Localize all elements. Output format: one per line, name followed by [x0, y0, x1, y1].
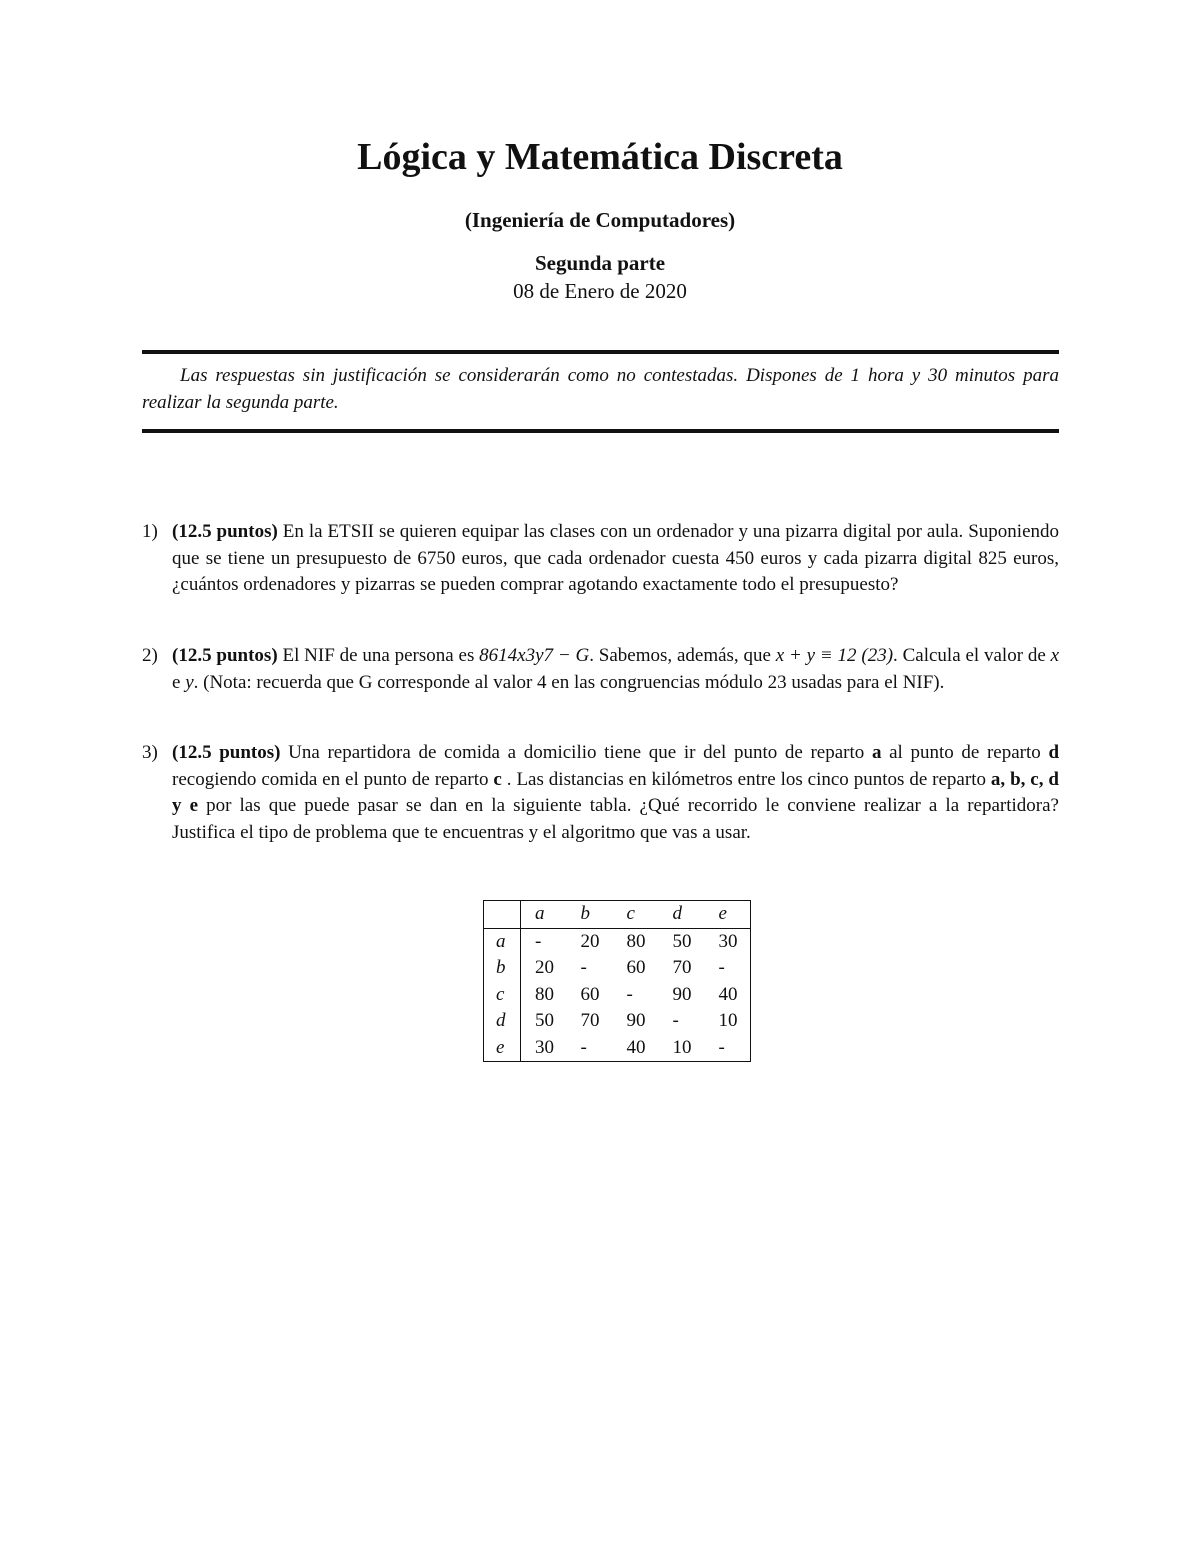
- question-text: al punto de reparto: [881, 742, 1049, 763]
- row-header: d: [484, 1008, 521, 1035]
- table-cell: 70: [672, 957, 692, 978]
- question-body: [172, 740, 1059, 846]
- table-cell: 60: [580, 983, 600, 1005]
- variable-x: x: [1050, 645, 1060, 666]
- table-row: [484, 955, 751, 982]
- distance-table-wrapper: [483, 900, 751, 1062]
- question-text: e: [172, 671, 186, 693]
- question-text: recogiendo comida en el punto de reparto: [172, 768, 494, 790]
- question-body: [172, 643, 1059, 696]
- table-cell: -: [580, 957, 587, 978]
- table-cell: -: [535, 930, 542, 952]
- table-cell: -: [626, 983, 633, 1005]
- table-cell: -: [580, 1036, 587, 1058]
- table-cell: 90: [626, 1010, 646, 1031]
- instructions-notice: Las respuestas sin justificación se considerarán como no contestadas. Dispones de 1 hora y 30 minutos para realizar la segunda parte.: [142, 365, 1059, 413]
- column-header: b: [567, 901, 613, 929]
- table-cell: 90: [672, 983, 692, 1005]
- table-cell: 70: [580, 1010, 600, 1031]
- question-text: . Calcula el valor de: [893, 645, 1051, 666]
- table-cell: 40: [626, 1036, 646, 1058]
- table-cell: 50: [535, 1010, 554, 1031]
- question-text: Una repartidora de comida a domicilio tiene que ir del punto de reparto: [288, 742, 872, 763]
- degree-subtitle: (Ingeniería de Computadores): [464, 208, 736, 232]
- row-header: c: [484, 982, 521, 1009]
- points-list: a, b, c, d y e: [172, 768, 1059, 816]
- question-text: por las que puede pasar se dan en la siguiente tabla. ¿Qué recorrido le conviene realizar a la repartidora? Justifica el tipo de problema que te encuentras y el algoritmo que vas a usar.: [172, 795, 1059, 843]
- column-header: e: [705, 901, 751, 929]
- variable-y: y: [185, 671, 194, 693]
- congruence-formula: x + y ≡ 12 (23): [775, 645, 894, 666]
- question-number: 2): [142, 645, 158, 666]
- table-corner: [484, 901, 521, 929]
- top-divider: [142, 350, 1059, 354]
- table-row: [484, 1035, 751, 1062]
- question-points: (12.5 puntos): [172, 742, 281, 763]
- exam-part: Segunda parte: [534, 251, 666, 275]
- bottom-divider: [142, 429, 1059, 433]
- table-cell: 30: [535, 1036, 554, 1058]
- nif-formula: 8614x3y7 − G: [479, 645, 590, 666]
- question-1: [142, 519, 1059, 599]
- row-header: b: [484, 955, 521, 982]
- question-number: 3): [142, 742, 158, 763]
- page-title: Lógica y Matemática Discreta: [357, 136, 843, 178]
- table-cell: 60: [626, 957, 646, 978]
- table-cell: -: [718, 957, 725, 978]
- question-points: (12.5 puntos): [172, 645, 278, 666]
- point-c: c: [493, 768, 502, 790]
- column-header: c: [613, 901, 659, 929]
- table-cell: -: [672, 1010, 679, 1031]
- table-row: [484, 982, 751, 1009]
- table-cell: 40: [718, 983, 738, 1005]
- point-a: a: [871, 742, 882, 763]
- question-text: El NIF de una persona es: [282, 645, 480, 666]
- table-cell: 10: [672, 1036, 692, 1058]
- question-text: En la ETSII se quieren equipar las clases con un ordenador y una pizarra digital por aula. Suponiendo que se tiene un presupuesto de 6750 euros, que cada ordenador cuesta 450 euros y cada pizarra digital 825 euros, ¿cuántos ordenadores y pizarras se pueden comprar agotando exactamente todo el presupuesto?: [172, 521, 1060, 595]
- question-text: . Sabemos, además, que: [589, 645, 776, 666]
- row-header: a: [484, 928, 521, 955]
- table-cell: 80: [626, 930, 646, 952]
- column-header: a: [521, 901, 567, 929]
- table-cell: 80: [535, 983, 554, 1005]
- table-cell: 10: [718, 1010, 738, 1031]
- table-cell: 20: [580, 930, 600, 952]
- question-text: . (Nota: recuerda que G corresponde al valor 4 en las congruencias módulo 23 usadas para el NIF).: [193, 671, 945, 693]
- table-header-row: [484, 901, 751, 929]
- table-cell: 20: [535, 957, 554, 978]
- table-row: [484, 1008, 751, 1035]
- table-cell: 50: [672, 930, 692, 952]
- point-d: d: [1048, 742, 1060, 763]
- table-row: [484, 928, 751, 955]
- row-header: e: [484, 1035, 521, 1062]
- question-text: . Las distancias en kilómetros entre los cinco puntos de reparto: [501, 768, 991, 790]
- question-2: [142, 643, 1059, 696]
- question-3: [142, 740, 1059, 846]
- exam-date: 08 de Enero de 2020: [513, 279, 687, 303]
- question-points: (12.5 puntos): [172, 521, 278, 542]
- question-body: [172, 519, 1059, 599]
- table-cell: 30: [718, 930, 738, 952]
- distance-table: [483, 900, 751, 1062]
- question-number: 1): [142, 521, 158, 542]
- column-header: d: [659, 901, 705, 929]
- table-cell: -: [718, 1036, 725, 1058]
